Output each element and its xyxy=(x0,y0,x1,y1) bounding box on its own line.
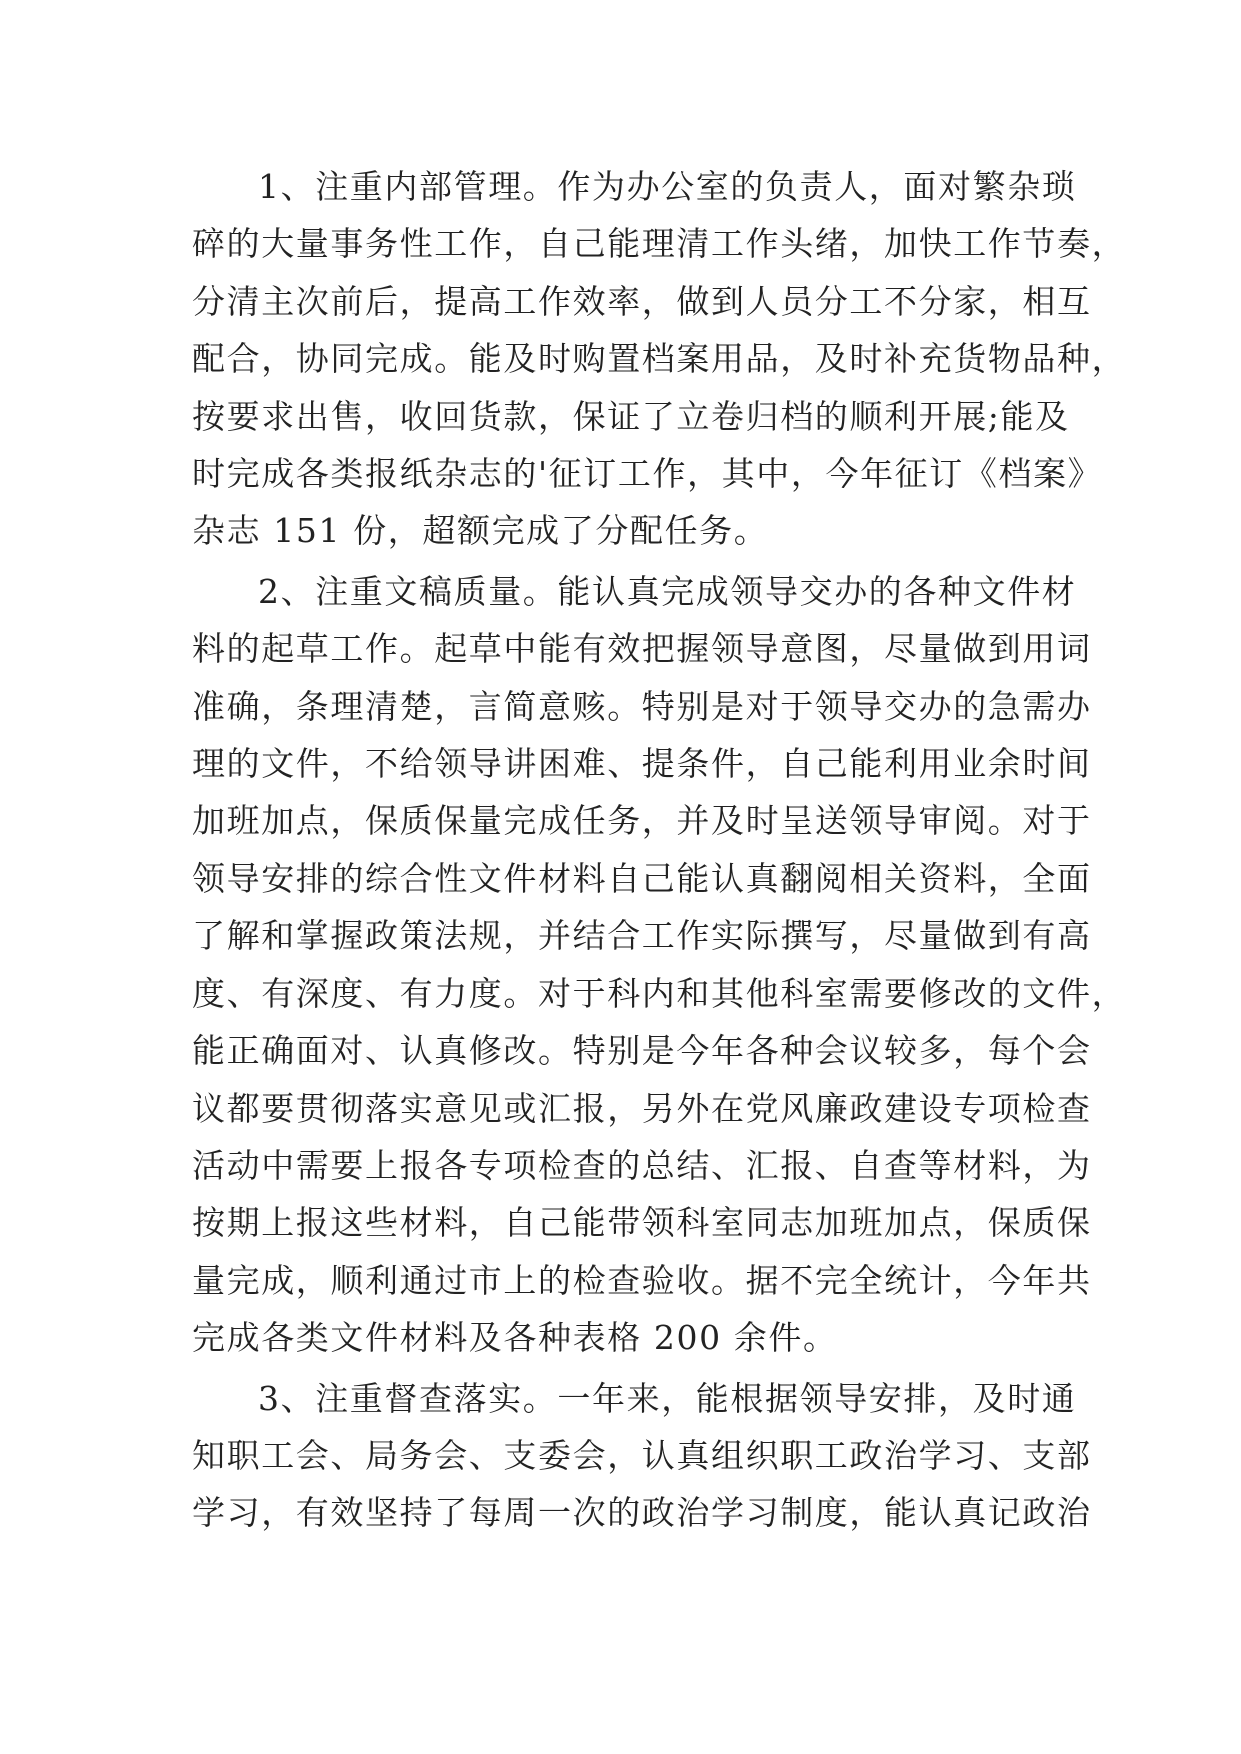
text-line: 3、注重督查落实。一年来，能根据领导安排，及时通 xyxy=(258,1378,1077,1418)
text-line: 理的文件，不给领导讲困难、提条件，自己能利用业余时间 xyxy=(192,744,1092,784)
text-line: 按要求出售，收回货款，保证了立卷归档的顺利开展;能及 xyxy=(192,396,1070,436)
text-line: 领导安排的综合性文件材料自己能认真翻阅相关资料，全面 xyxy=(192,858,1092,898)
text-line: 议都要贯彻落实意见或汇报，另外在党风廉政建设专项检查 xyxy=(192,1088,1092,1128)
text-line: 了解和掌握政策法规，并结合工作实际撰写，尽量做到有高 xyxy=(192,916,1092,956)
text-line: 2、注重文稿质量。能认真完成领导交办的各种文件材 xyxy=(258,571,1077,611)
text-line: 配合，协同完成。能及时购置档案用品，及时补充货物品种， xyxy=(192,339,1127,379)
paragraph-internal-management xyxy=(192,158,1127,560)
text-line: 量完成，顺利通过市上的检查验收。据不完全统计，今年共 xyxy=(192,1260,1092,1300)
text-line: 度、有深度、有力度。对于科内和其他科室需要修改的文件， xyxy=(192,973,1127,1013)
text-line: 料的起草工作。起草中能有效把握领导意图，尽量做到用词 xyxy=(192,629,1092,669)
text-line: 碎的大量事务性工作，自己能理清工作头绪，加快工作节奏， xyxy=(192,224,1127,264)
text-line: 能正确面对、认真修改。特别是今年各种会议较多，每个会 xyxy=(192,1031,1092,1071)
paragraph-supervision xyxy=(192,1370,1092,1542)
text-line: 1、注重内部管理。作为办公室的负责人，面对繁杂琐 xyxy=(258,167,1077,206)
text-line: 学习，有效坚持了每周一次的政治学习制度，能认真记政治 xyxy=(192,1493,1092,1533)
text-line: 活动中需要上报各专项检查的总结、汇报、自查等材料，为 xyxy=(192,1145,1092,1185)
text-line: 准确，条理清楚，言简意赅。特别是对于领导交办的急需办 xyxy=(192,686,1092,726)
text-line: 完成各类文件材料及各种表格 200 余件。 xyxy=(192,1318,838,1358)
document-body xyxy=(192,158,1127,1545)
text-line: 杂志 151 份，超额完成了分配任务。 xyxy=(192,511,769,551)
text-line: 按期上报这些材料，自己能带领科室同志加班加点，保质保 xyxy=(192,1203,1092,1243)
text-line: 知职工会、局务会、支委会，认真组织职工政治学习、支部 xyxy=(192,1435,1092,1475)
text-line: 分清主次前后，提高工作效率，做到人员分工不分家，相互 xyxy=(192,281,1092,321)
text-line: 加班加点，保质保量完成任务，并及时呈送领导审阅。对于 xyxy=(192,801,1092,841)
paragraph-document-quality xyxy=(192,563,1127,1367)
text-line: 时完成各类报纸杂志的'征订工作，其中，今年征订《档案》 xyxy=(192,454,1103,494)
